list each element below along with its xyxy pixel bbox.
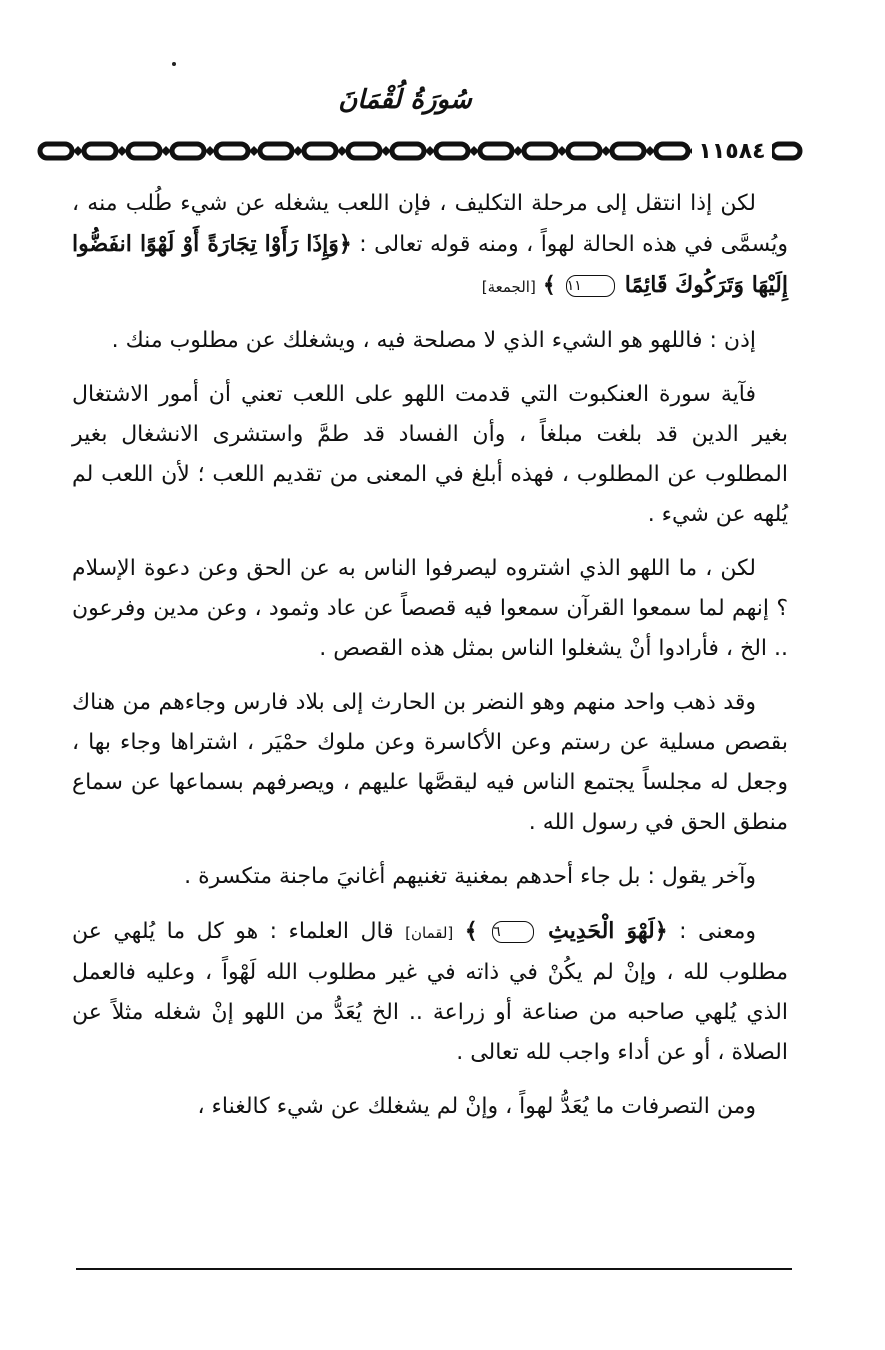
paragraph-7-text-start: ومعنى : [667,919,756,944]
ink-dot [172,62,176,66]
paragraph-8: ومن التصرفات ما يُعَدُّ لهواً ، وإنْ لم يشغلك عن شيء كالغناء ، [197,1094,756,1119]
paragraph-6: وآخر يقول : بل جاء أحدهم بمغنية تغنيهم أغانيَ ماجنة متكسرة . [184,864,756,889]
ayah-number: ٦ [492,921,534,943]
border-link [612,144,644,158]
page-body [72,184,788,1141]
quran-close-bracket: ﴾ [542,272,556,298]
footer-rule [76,1268,792,1270]
paragraph-7 [72,911,788,1073]
paragraph-1 [72,184,788,307]
border-link [260,144,292,158]
border-link [304,144,336,158]
page-number: ١١٥٨٤ [692,138,772,166]
quran-verse: ﴿لَهْوَ الْحَدِيثِ [548,918,668,944]
ayah-number: ١١ [566,275,615,297]
border-link [772,144,800,158]
surah-reference: [لقمان] [405,924,454,942]
paragraph-4: لكن ، ما اللهو الذي اشتروه ليصرفوا الناس به عن الحق وعن دعوة الإسلام ؟ إنهم لما سمعوا القرآن سمعوا فيه قصصاً عن عاد وثمود ، وعن مدين وفرعون .. الخ ، فأرادوا أنْ يشغلوا الناس بمثل هذه القصص . [72,556,788,661]
border-link [392,144,424,158]
paragraph-1-text: لكن إذا انتقل إلى مرحلة التكليف ، فإن اللعب يشغله عن شيء طُلب منه ، ويُسمَّى في هذه الحالة لهواً ، ومنه قوله تعالى : [72,191,788,257]
border-link [656,144,688,158]
border-link [348,144,380,158]
border-link [216,144,248,158]
surah-reference: [الجمعة] [481,278,536,296]
decorative-border [36,136,804,166]
border-link [128,144,160,158]
paragraph-3: فآية سورة العنكبوت التي قدمت اللهو على اللعب تعني أن أمور الاشتغال بغير الدين قد بلغت مبلغاً ، وأن الفساد قد طمَّ واستشرى الانشغال بغير المطلوب عن المطلوب ، فهذه أبلغ في المعنى من تقديم اللعب ؛ لأن اللعب لم يُلهه عن شيء . [72,382,788,527]
paragraph-7-text-end: قال العلماء : هو كل ما يُلهي عن مطلوب لله ، وإنْ لم يكُنْ في ذاته في غير مطلوب الله لَهْواً ، وعليه فالعمل الذي يُلهي صاحبه من صناعة أو زراعة .. الخ يُعَدُّ من اللهو إنْ شغله مثلاً عن الصلاة ، أو عن أداء واجب لله تعالى . [72,919,788,1065]
border-link [84,144,116,158]
quran-close-bracket: ﴾ [464,918,478,944]
quran-verse: ﴿وَإِذَا رَأَوْا تِجَارَةً أَوْ لَهْوًا انفَضُّوا إِلَيْهَا وَتَرَكُوكَ قَائِمًا [72,231,788,298]
paragraph-2: إذن : فاللهو هو الشيء الذي لا مصلحة فيه ، ويشغلك عن مطلوب منك . [111,328,756,353]
border-link [172,144,204,158]
border-link [568,144,600,158]
paragraph-5: وقد ذهب واحد منهم وهو النضر بن الحارث إلى بلاد فارس وجاءهم من هناك بقصص مسلية عن رستم وعن الأكاسرة وعن ملوك حمْيَر ، اشتراها وجاء بها ، وجعل له مجلساً يجتمع الناس فيه ليقصَّها عليهم ، ويصرفهم بسماعها عن سماع منطق الحق في رسول الله . [72,690,788,835]
border-link [524,144,556,158]
surah-title: سُورَةُ لُقْمَانَ [338,85,472,115]
border-link [480,144,512,158]
border-link [436,144,468,158]
border-link [40,144,72,158]
